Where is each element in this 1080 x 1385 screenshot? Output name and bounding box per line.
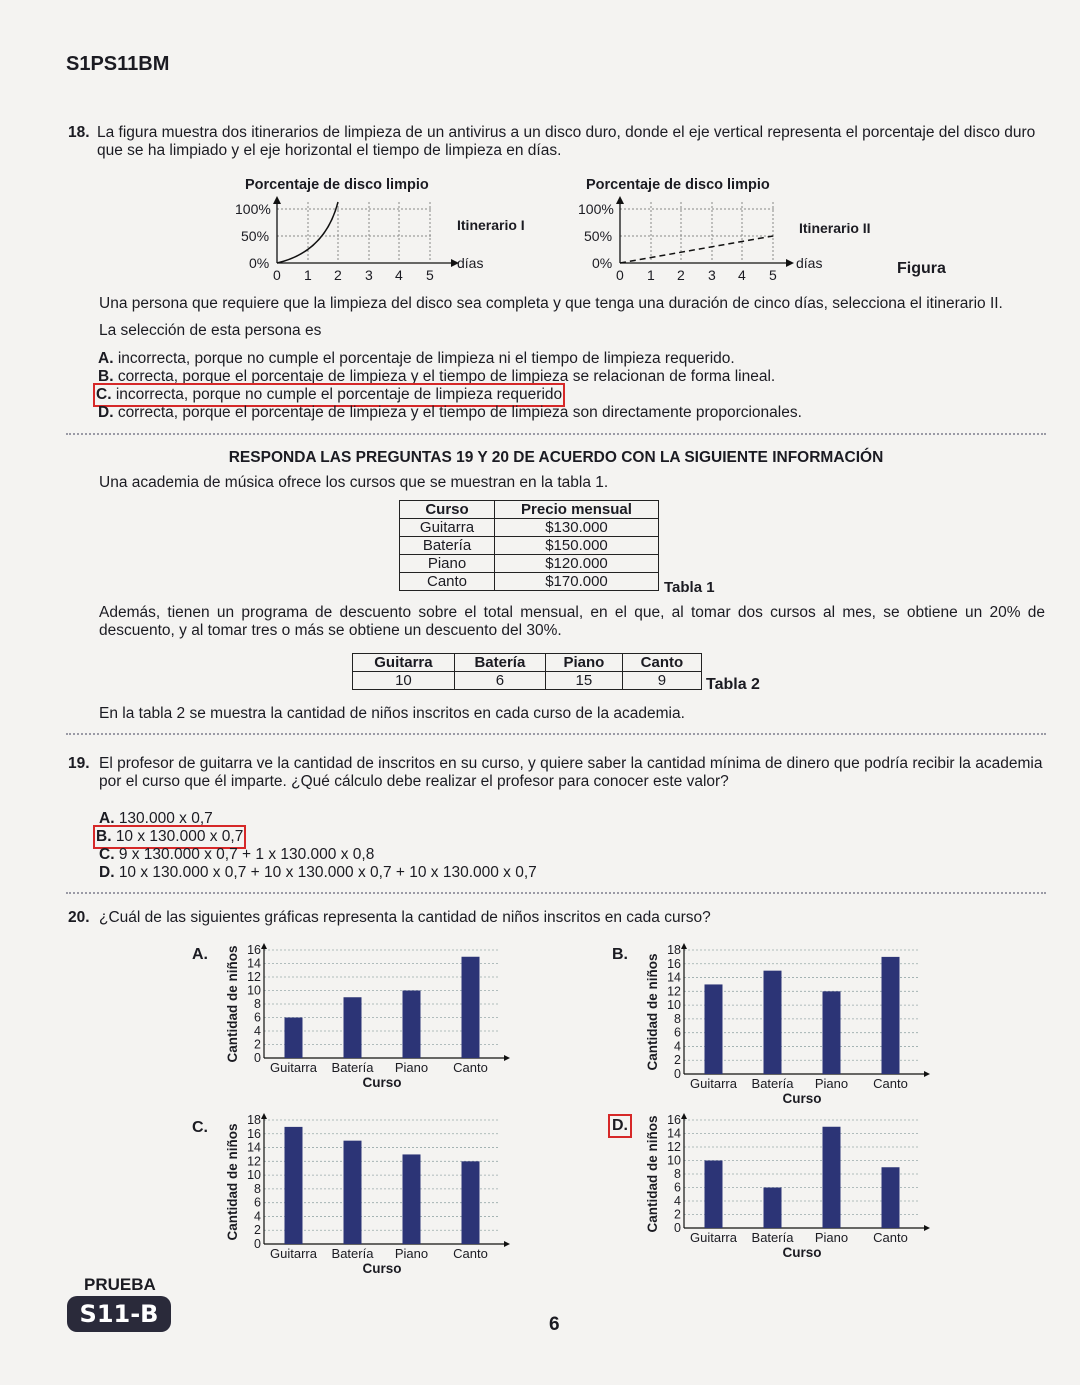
svg-text:50%: 50% xyxy=(241,228,270,244)
y-tick-label: 16 xyxy=(247,1126,261,1141)
q19-option-d[interactable]: D. 10 x 130.000 x 0,7 + 10 x 130.000 x 0,7 + 10 x 130.000 x 0,7 xyxy=(99,864,537,881)
q18-number: 18. xyxy=(68,124,90,141)
info-intro: Una academia de música ofrece los cursos que se muestran en la tabla 1. xyxy=(99,474,609,491)
table-row: Piano $120.000 xyxy=(400,555,659,573)
exam-code: S1PS11BM xyxy=(66,53,170,75)
y-tick-label: 12 xyxy=(667,1140,681,1154)
y-axis-arrow xyxy=(261,1113,267,1119)
y-tick-label: 10 xyxy=(247,983,261,998)
page-number: 6 xyxy=(549,1314,560,1335)
y-tick-label: 6 xyxy=(254,1195,261,1210)
bar-chart-c[interactable] xyxy=(222,1110,522,1280)
bar-guitarra xyxy=(705,1161,723,1229)
x-tick-label: Canto xyxy=(453,1060,488,1075)
q18-option-b[interactable]: B. correcta, porque el porcentaje de limpieza y el tiempo de limpieza se relacionan de forma lineal. xyxy=(98,368,776,385)
svg-text:0%: 0% xyxy=(592,255,613,271)
bar-chart-b[interactable] xyxy=(642,940,942,1110)
svg-text:0: 0 xyxy=(273,267,281,283)
bar-piano xyxy=(823,991,841,1074)
y-tick-label: 2 xyxy=(254,1223,261,1238)
y-tick-label: 18 xyxy=(247,1113,261,1127)
svg-text:50%: 50% xyxy=(584,228,613,244)
bar-chart-a[interactable] xyxy=(222,940,522,1095)
y-tick-label: 14 xyxy=(667,970,681,985)
y-tick-label: 10 xyxy=(247,1168,261,1183)
x-tick-label: Batería xyxy=(331,1246,374,1261)
x-tick-label: Batería xyxy=(331,1060,374,1075)
y-tick-label: 4 xyxy=(674,1194,681,1208)
y-axis-arrow xyxy=(681,943,687,949)
svg-text:2: 2 xyxy=(677,267,685,283)
svg-text:2: 2 xyxy=(334,267,342,283)
bar-canto xyxy=(462,1161,480,1244)
x-tick-label: Guitarra xyxy=(270,1246,317,1261)
y-tick-label: 12 xyxy=(667,984,681,999)
graph1-title: Porcentaje de disco limpio xyxy=(245,177,429,193)
y-axis-arrow xyxy=(261,943,267,949)
test-badge: S11-B xyxy=(67,1296,171,1332)
y-axis-title: Cantidad de niños xyxy=(225,1123,240,1241)
discount-text: Además, tienen un programa de descuento sobre el total mensual, en el que, al tomar dos cursos al mes, se obtiene un 20% de descuento, y al tomar tres o más se obtiene un descuento del 30%. xyxy=(99,604,1045,639)
y-tick-label: 4 xyxy=(254,1024,261,1038)
x-axis-arrow xyxy=(924,1071,930,1077)
bar-batería xyxy=(764,971,782,1074)
y-tick-label: 6 xyxy=(674,1025,681,1040)
y-tick-label: 0 xyxy=(254,1051,261,1065)
y-axis-arrow xyxy=(681,1113,687,1119)
x-axis-title: Curso xyxy=(782,1091,822,1106)
y-axis-title: Cantidad de niños xyxy=(225,945,240,1063)
x-tick-label: Piano xyxy=(814,1230,849,1245)
table-1-label: Tabla 1 xyxy=(664,579,715,596)
svg-text:4: 4 xyxy=(738,267,746,283)
prueba-label: PRUEBA xyxy=(84,1275,156,1294)
table-row: Canto $170.000 xyxy=(400,573,659,591)
bar-guitarra xyxy=(705,984,723,1074)
itinerary-2-graph xyxy=(568,172,898,287)
svg-text:100%: 100% xyxy=(235,201,271,217)
q18-statement: Una persona que requiere que la limpieza del disco sea completa y que tenga una duración de cinco días, selecciona el itinerario II. xyxy=(99,295,1003,312)
x-axis-arrow xyxy=(504,1241,510,1247)
y-tick-label: 16 xyxy=(667,1113,681,1127)
y-tick-label: 6 xyxy=(254,1010,261,1025)
y-tick-label: 8 xyxy=(674,1011,681,1026)
svg-text:5: 5 xyxy=(426,267,434,283)
x-tick-label: Batería xyxy=(751,1230,794,1245)
divider xyxy=(66,733,1046,735)
graph1-axis-label: días xyxy=(457,255,484,271)
svg-text:3: 3 xyxy=(365,267,373,283)
y-tick-label: 12 xyxy=(247,1154,261,1169)
q19-option-a[interactable]: A. 130.000 x 0,7 xyxy=(99,810,213,827)
y-tick-label: 14 xyxy=(247,1140,261,1155)
q20-number: 20. xyxy=(68,909,90,926)
chart-d-option-selected[interactable]: D. xyxy=(612,1117,628,1134)
divider xyxy=(66,892,1046,894)
y-tick-label: 10 xyxy=(667,1153,681,1168)
bar-canto xyxy=(882,1167,900,1228)
y-tick-label: 6 xyxy=(674,1180,681,1195)
bar-guitarra xyxy=(285,1018,303,1059)
itinerary-1-graph xyxy=(225,172,555,287)
table-1: Curso Precio mensual Guitarra $130.000 Batería $150.000 Piano $120.000 Canto $170.000 xyxy=(399,500,659,591)
bar-piano xyxy=(823,1127,841,1228)
y-tick-label: 0 xyxy=(254,1237,261,1251)
bar-chart-d[interactable] xyxy=(642,1110,942,1265)
graph2-title: Porcentaje de disco limpio xyxy=(586,177,770,193)
y-tick-label: 14 xyxy=(667,1126,681,1141)
itinerary-2-line xyxy=(620,236,773,263)
x-tick-label: Piano xyxy=(394,1246,429,1261)
table-row: Batería $150.000 xyxy=(400,537,659,555)
table-2: Guitarra Batería Piano Canto 10 6 15 9 xyxy=(352,653,702,690)
x-axis-arrow xyxy=(924,1225,930,1231)
y-tick-label: 2 xyxy=(254,1037,261,1052)
svg-text:5: 5 xyxy=(769,267,777,283)
y-tick-label: 0 xyxy=(674,1221,681,1235)
y-tick-label: 8 xyxy=(674,1167,681,1181)
q19-option-b-selected[interactable]: B. 10 x 130.000 x 0,7 xyxy=(96,828,244,845)
q19-option-c[interactable]: C. 9 x 130.000 x 0,7 + 1 x 130.000 x 0,8 xyxy=(99,846,375,863)
y-tick-label: 14 xyxy=(247,956,261,971)
table-row: 10 6 15 9 xyxy=(353,672,702,690)
x-axis-title: Curso xyxy=(362,1075,402,1090)
svg-text:1: 1 xyxy=(647,267,655,283)
x-tick-label: Batería xyxy=(751,1076,794,1091)
x-axis-title: Curso xyxy=(362,1261,402,1276)
q19-number: 19. xyxy=(68,755,90,772)
q18-prompt: La selección de esta persona es xyxy=(99,322,322,339)
x-tick-label: Canto xyxy=(453,1246,488,1261)
y-axis-title: Cantidad de niños xyxy=(645,953,660,1071)
bar-canto xyxy=(882,957,900,1074)
x-tick-label: Piano xyxy=(394,1060,429,1075)
x-tick-label: Canto xyxy=(873,1230,908,1245)
x-tick-label: Guitarra xyxy=(690,1076,737,1091)
info-note: En la tabla 2 se muestra la cantidad de niños inscritos en cada curso de la academia. xyxy=(99,705,685,722)
y-tick-label: 4 xyxy=(674,1039,681,1054)
graph2-label: Itinerario II xyxy=(799,220,871,236)
x-tick-label: Piano xyxy=(814,1076,849,1091)
chart-c-option[interactable]: C. xyxy=(192,1119,208,1136)
y-tick-label: 16 xyxy=(247,943,261,957)
y-tick-label: 4 xyxy=(254,1209,261,1224)
x-tick-label: Canto xyxy=(873,1076,908,1091)
divider xyxy=(66,433,1046,435)
q18-option-d[interactable]: D. correcta, porque el porcentaje de limpieza y el tiempo de limpieza son directamente proporcionales. xyxy=(98,404,802,421)
q18-option-c-selected[interactable]: C. incorrecta, porque no cumple el porcentaje de limpieza requerido xyxy=(96,386,563,403)
svg-text:4: 4 xyxy=(395,267,403,283)
q19-text: El profesor de guitarra ve la cantidad de inscritos en su curso, y quiere saber la cantidad mínima de dinero que podría recibir la academia por el curso que él imparte. ¿Qué cálculo debe realizar el profesor para conocer este valor? xyxy=(99,755,1043,790)
bar-piano xyxy=(403,991,421,1059)
q18-option-a[interactable]: A. incorrecta, porque no cumple el porcentaje de limpieza ni el tiempo de limpieza requerido. xyxy=(98,350,735,367)
q20-text: ¿Cuál de las siguientes gráficas representa la cantidad de niños inscritos en cada curso? xyxy=(99,909,711,926)
svg-text:0: 0 xyxy=(616,267,624,283)
y-tick-label: 8 xyxy=(254,1181,261,1196)
x-tick-label: Guitarra xyxy=(270,1060,317,1075)
chart-a-option[interactable]: A. xyxy=(192,946,208,963)
q18-text: La figura muestra dos itinerarios de limpieza de un antivirus a un disco duro, donde el eje vertical representa el porcentaje del disco duro que se ha limpiado y el eje horizontal el tiempo de limpieza en días. xyxy=(97,124,1036,159)
y-tick-label: 16 xyxy=(667,956,681,971)
bar-batería xyxy=(344,1141,362,1244)
svg-text:0%: 0% xyxy=(249,255,270,271)
bar-piano xyxy=(403,1154,421,1244)
y-tick-label: 18 xyxy=(667,943,681,957)
bar-batería xyxy=(764,1188,782,1229)
table-row: Guitarra $130.000 xyxy=(400,519,659,537)
graph1-label: Itinerario I xyxy=(457,217,525,233)
chart-b-option[interactable]: B. xyxy=(612,946,628,963)
bar-guitarra xyxy=(285,1127,303,1244)
y-tick-label: 10 xyxy=(667,998,681,1013)
info-heading: RESPONDA LAS PREGUNTAS 19 Y 20 DE ACUERDO CON LA SIGUIENTE INFORMACIÓN xyxy=(228,449,884,466)
svg-text:100%: 100% xyxy=(578,201,614,217)
x-axis-arrow xyxy=(504,1055,510,1061)
figure-label: Figura xyxy=(897,260,946,277)
y-tick-label: 12 xyxy=(247,970,261,984)
bar-canto xyxy=(462,957,480,1058)
x-axis-title: Curso xyxy=(782,1245,822,1260)
y-tick-label: 8 xyxy=(254,997,261,1011)
y-tick-label: 2 xyxy=(674,1053,681,1068)
table-2-label: Tabla 2 xyxy=(706,676,760,693)
svg-text:1: 1 xyxy=(304,267,312,283)
graph2-axis-label: días xyxy=(796,255,823,271)
y-tick-label: 0 xyxy=(674,1067,681,1081)
y-axis-title: Cantidad de niños xyxy=(645,1115,660,1233)
svg-text:3: 3 xyxy=(708,267,716,283)
y-tick-label: 2 xyxy=(674,1207,681,1222)
x-tick-label: Guitarra xyxy=(690,1230,737,1245)
bar-batería xyxy=(344,997,362,1058)
